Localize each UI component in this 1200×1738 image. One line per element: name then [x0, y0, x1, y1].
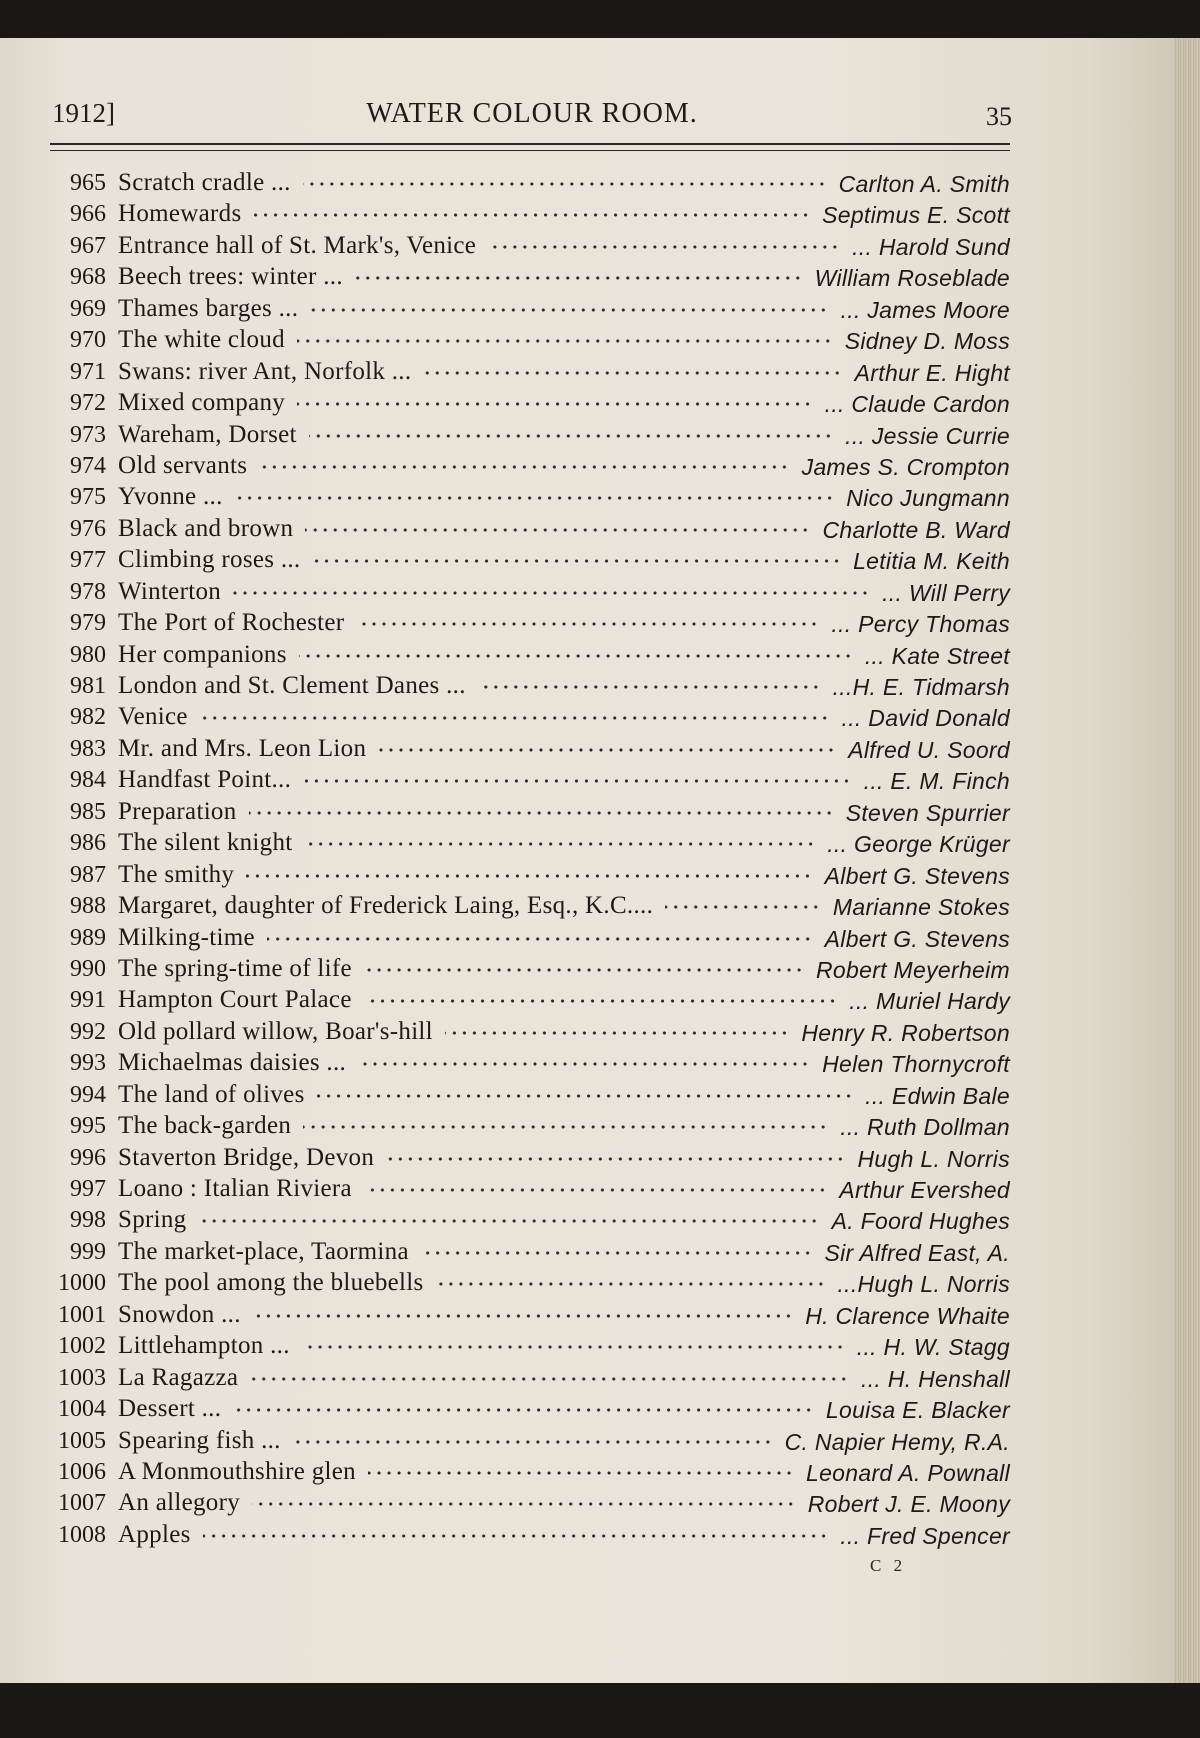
entry-number: 1005 [58, 1427, 106, 1454]
dot-leader [235, 496, 835, 500]
entry-artist: Nico Jungmann [846, 485, 1010, 512]
entry-artist: ... E. M. Finch [863, 768, 1010, 795]
entry-number: 1004 [58, 1396, 106, 1423]
dot-leader [293, 1440, 773, 1444]
entry-artist: Carlton A. Smith [838, 171, 1010, 197]
entry-number: 1002 [58, 1333, 106, 1360]
dot-leader [246, 874, 812, 878]
entry-number: 969 [70, 295, 106, 322]
dot-leader [309, 434, 833, 438]
entry-number: 968 [70, 264, 106, 291]
entry-title: Scratch cradle ... [118, 169, 291, 196]
entry-number: 982 [70, 704, 106, 731]
entry-title: Snowdon ... [118, 1300, 241, 1328]
entry-number: 985 [70, 798, 106, 825]
entry-artist: Henry R. Robertson [801, 1019, 1010, 1046]
entry-artist: Steven Spurrier [845, 799, 1010, 826]
dot-leader [313, 559, 842, 563]
entry-number: 996 [70, 1144, 106, 1171]
entry-number: 992 [70, 1018, 106, 1045]
catalogue-entry [40, 1331, 1010, 1362]
catalogue-entry [40, 514, 1010, 545]
entry-title: Swans: river Ant, Norfolk ... [118, 357, 412, 385]
entry-title: Preparation [118, 797, 237, 825]
dot-leader [259, 465, 789, 469]
entry-title: London and St. Clement Danes ... [118, 672, 466, 699]
catalogue-entry [40, 954, 1010, 985]
entry-title: The smithy [118, 860, 235, 888]
running-head [52, 98, 1012, 138]
entry-title: Michaelmas daisies ... [118, 1049, 347, 1077]
entry-title: The silent knight [118, 829, 293, 857]
entry-title: Mr. and Mrs. Leon Lion [118, 734, 367, 762]
entry-number: 984 [70, 767, 106, 794]
catalogue-entry [40, 1520, 1010, 1551]
entry-number: 966 [70, 201, 106, 228]
entry-title: Handfast Point... [118, 766, 292, 794]
dot-leader [378, 748, 836, 752]
dot-leader [250, 1377, 849, 1381]
entry-number: 981 [70, 673, 106, 699]
entry-title: Mixed company [118, 389, 286, 417]
entry-number: 994 [70, 1081, 106, 1108]
entry-number: 991 [70, 987, 106, 1014]
page-title: WATER COLOUR ROOM. [366, 98, 698, 129]
entry-artist: ... Will Perry [882, 579, 1010, 606]
entry-number: 997 [70, 1176, 106, 1202]
catalogue-entry [40, 545, 1010, 576]
catalogue-entry [40, 1048, 1010, 1079]
entry-artist: William Roseblade [814, 265, 1010, 292]
entry-artist: Arthur Evershed [839, 1177, 1010, 1203]
page-edge [1174, 38, 1200, 1683]
entry-number: 990 [70, 955, 106, 982]
entry-number: 1006 [58, 1458, 106, 1485]
dot-leader [355, 276, 803, 280]
entry-title: Winterton [118, 577, 222, 605]
catalogue-entry [40, 828, 1010, 859]
entry-number: 979 [70, 610, 106, 637]
page-number: 35 [986, 102, 1012, 131]
dot-leader [436, 1282, 826, 1286]
catalogue-entry [40, 797, 1010, 828]
entry-title: The Port of Rochester [118, 609, 345, 637]
catalogue-entry [40, 451, 1010, 482]
entry-title: La Ragazza [118, 1363, 239, 1391]
dot-leader [364, 1188, 827, 1192]
entry-title: A Monmouthshire glen [118, 1457, 356, 1485]
entry-artist: ...Hugh L. Norris [837, 1271, 1010, 1298]
dot-leader [233, 591, 870, 595]
entry-title: The land of olives [118, 1080, 305, 1108]
entry-number: 973 [70, 421, 106, 448]
entry-artist: ... Kate Street [864, 642, 1010, 669]
entry-artist: Arthur E. Hight [854, 359, 1010, 386]
dot-leader [267, 937, 813, 941]
catalogue-entry [40, 891, 1010, 922]
dot-leader [665, 905, 821, 909]
dot-leader [252, 1502, 796, 1506]
catalogue-entry [40, 1488, 1010, 1519]
catalogue-entry [40, 1237, 1010, 1268]
entry-number: 999 [70, 1238, 106, 1265]
dot-leader [364, 999, 838, 1003]
catalogue-entry [40, 765, 1010, 796]
dot-leader [310, 308, 828, 312]
entry-number: 974 [70, 452, 106, 479]
dot-leader [303, 182, 827, 186]
catalogue-entry [40, 420, 1010, 451]
entry-number: 1003 [58, 1364, 106, 1391]
header-year: 1912] [52, 98, 115, 128]
entry-number: 986 [70, 830, 106, 857]
entry-title: Littlehampton ... [118, 1332, 290, 1360]
catalogue-entry [40, 199, 1010, 230]
catalogue-entry [40, 640, 1010, 671]
entry-artist: Sidney D. Moss [844, 328, 1010, 355]
catalogue-entry [40, 1143, 1010, 1174]
catalogue-entry [40, 671, 1010, 702]
entry-artist: C. Napier Hemy, R.A. [784, 1428, 1010, 1455]
catalogue-entry [40, 1080, 1010, 1111]
entry-number: 980 [70, 641, 106, 668]
catalogue-entry [40, 608, 1010, 639]
dot-leader [445, 1031, 789, 1035]
entry-title: Beech trees: winter ... [118, 263, 343, 291]
entry-artist: Helen Thornycroft [822, 1051, 1010, 1078]
entry-title: The white cloud [118, 326, 285, 354]
entry-title: Milking-time [118, 923, 255, 951]
entry-number: 967 [70, 232, 106, 259]
dot-leader [233, 1408, 814, 1412]
dot-leader [386, 1157, 845, 1161]
entry-number: 978 [70, 578, 106, 605]
entry-artist: Louisa E. Blacker [825, 1397, 1010, 1424]
entry-number: 971 [70, 358, 106, 385]
entry-artist: Robert J. E. Moony [807, 1491, 1010, 1518]
entry-title: Old pollard willow, Boar's-hill [118, 1017, 433, 1045]
entry-artist: ... Edwin Bale [865, 1082, 1010, 1109]
entry-title: Black and brown [118, 514, 294, 542]
catalogue-entry [40, 482, 1010, 513]
catalogue-entry [40, 923, 1010, 954]
entry-title: Staverton Bridge, Devon [118, 1143, 375, 1171]
entry-artist: Sir Alfred East, A. [824, 1239, 1010, 1266]
dot-leader [368, 1471, 794, 1475]
entry-number: 1008 [58, 1521, 106, 1548]
entry-artist: ... Fred Spencer [840, 1522, 1010, 1549]
entry-artist: James S. Crompton [801, 453, 1010, 480]
catalogue-entry [40, 1457, 1010, 1488]
entry-artist: ... David Donald [841, 705, 1010, 732]
dot-leader [317, 1094, 854, 1098]
entry-number: 983 [70, 735, 106, 762]
entry-title: An allegory [118, 1489, 241, 1517]
entry-title: Homewards [118, 200, 242, 228]
catalogue-entry [40, 1363, 1010, 1394]
entry-artist: Robert Meyerheim [816, 956, 1010, 983]
dot-leader [302, 1345, 845, 1349]
entry-title: Wareham, Dorset [118, 420, 297, 448]
dot-leader [200, 716, 830, 720]
entry-artist: H. Clarence Whaite [805, 1302, 1010, 1329]
entry-artist: ... Percy Thomas [831, 611, 1010, 638]
entry-title: Her companions [118, 640, 287, 668]
entry-number: 972 [70, 390, 106, 417]
dot-leader [203, 1534, 829, 1538]
entry-title: The pool among the bluebells [118, 1269, 424, 1297]
entry-title: The market-place, Taormina [118, 1237, 409, 1265]
entry-number: 987 [70, 861, 106, 888]
entry-artist: Alfred U. Soord [848, 736, 1010, 763]
entry-artist: ... Claude Cardon [824, 391, 1010, 418]
dot-leader [297, 339, 833, 343]
dot-leader [488, 245, 840, 249]
catalogue-entry [40, 860, 1010, 891]
entry-title: Yvonne ... [118, 483, 223, 511]
entry-artist: ... H. Henshall [861, 1365, 1010, 1392]
entry-number: 988 [70, 893, 106, 920]
dot-leader [364, 968, 804, 972]
dot-leader [305, 528, 810, 532]
catalogue-entry [40, 357, 1010, 388]
entry-artist: Marianne Stokes [832, 894, 1010, 921]
entry-artist: ... Muriel Hardy [849, 988, 1010, 1015]
dot-leader [423, 371, 842, 375]
entry-artist: ... James Moore [840, 296, 1010, 323]
entry-artist: Charlotte B. Ward [822, 516, 1010, 543]
entry-number: 1001 [58, 1301, 106, 1328]
dot-leader [297, 402, 813, 406]
entry-title: The spring-time of life [118, 954, 352, 982]
catalogue-entry [40, 388, 1010, 419]
catalogue-entries [40, 168, 1010, 1551]
header-rule [50, 143, 1010, 151]
entry-artist: Letitia M. Keith [853, 548, 1010, 575]
entry-artist: Septimus E. Scott [822, 202, 1010, 229]
entry-number: 1000 [58, 1270, 106, 1297]
entry-title: Entrance hall of St. Mark's, Venice [118, 231, 477, 259]
entry-artist: Hugh L. Norris [857, 1145, 1010, 1172]
entry-title: Dessert ... [118, 1395, 222, 1423]
catalogue-entry [40, 168, 1010, 199]
entry-title: The back-garden [118, 1112, 292, 1140]
entry-title: Margaret, daughter of Frederick Laing, Esq., K.C.... [118, 892, 654, 920]
entry-title: Old servants [118, 451, 248, 479]
catalogue-entry [40, 1205, 1010, 1236]
dot-leader [478, 685, 821, 689]
catalogue-entry [40, 1174, 1010, 1205]
dot-leader [198, 1219, 819, 1223]
dot-leader [358, 1062, 810, 1066]
entry-artist: Albert G. Stevens [824, 925, 1010, 952]
entry-artist: ... Jessie Currie [845, 422, 1010, 449]
entry-artist: ... George Krüger [827, 831, 1010, 858]
entry-artist: ...H. E. Tidmarsh [832, 674, 1010, 700]
entry-number: 965 [70, 170, 106, 196]
entry-title: Venice [118, 703, 188, 731]
entry-artist: ... H. W. Stagg [856, 1334, 1010, 1361]
entry-artist: A. Foord Hughes [831, 1208, 1010, 1235]
dot-leader [299, 654, 853, 658]
entry-number: 998 [70, 1207, 106, 1234]
entry-number: 977 [70, 547, 106, 574]
dot-leader [253, 1314, 793, 1318]
catalogue-entry [40, 1017, 1010, 1048]
catalogue-entry [40, 231, 1010, 262]
entry-artist: ... Ruth Dollman [840, 1114, 1010, 1141]
entry-title: Apples [118, 1520, 191, 1548]
entry-artist: Albert G. Stevens [824, 862, 1010, 889]
signature-mark: C 2 [870, 1556, 907, 1575]
entry-number: 975 [70, 484, 106, 511]
entry-number: 995 [70, 1113, 106, 1140]
entry-title: Spearing fish ... [118, 1426, 281, 1454]
catalogue-entry [40, 1394, 1010, 1425]
catalogue-entry [40, 1426, 1010, 1457]
catalogue-entry [40, 702, 1010, 733]
entry-number: 970 [70, 327, 106, 354]
catalogue-entry [40, 294, 1010, 325]
entry-title: Climbing roses ... [118, 546, 301, 574]
dot-leader [356, 622, 819, 626]
catalogue-entry [40, 262, 1010, 293]
catalogue-entry [40, 985, 1010, 1016]
entry-number: 989 [70, 924, 106, 951]
entry-artist: ... Harold Sund [852, 233, 1010, 260]
catalogue-entry [40, 577, 1010, 608]
dot-leader [303, 779, 851, 783]
catalogue-entry [40, 1300, 1010, 1331]
catalogue-entry [40, 1111, 1010, 1142]
entry-title: Hampton Court Palace [118, 986, 352, 1014]
entry-title: Thames barges ... [118, 294, 299, 322]
catalogue-entry [40, 1268, 1010, 1299]
dot-leader [254, 213, 811, 217]
dot-leader [421, 1251, 813, 1255]
entry-artist: Leonard A. Pownall [805, 1459, 1010, 1486]
dot-leader [249, 811, 834, 815]
entry-number: 976 [70, 515, 106, 542]
catalogue-entry [40, 325, 1010, 356]
entry-number: 1007 [58, 1490, 106, 1517]
entry-title: Loano : Italian Riviera [118, 1175, 352, 1202]
dot-leader [305, 842, 816, 846]
entry-number: 993 [70, 1050, 106, 1077]
entry-title: Spring [118, 1206, 187, 1234]
catalogue-entry [40, 734, 1010, 765]
dot-leader [303, 1125, 828, 1129]
